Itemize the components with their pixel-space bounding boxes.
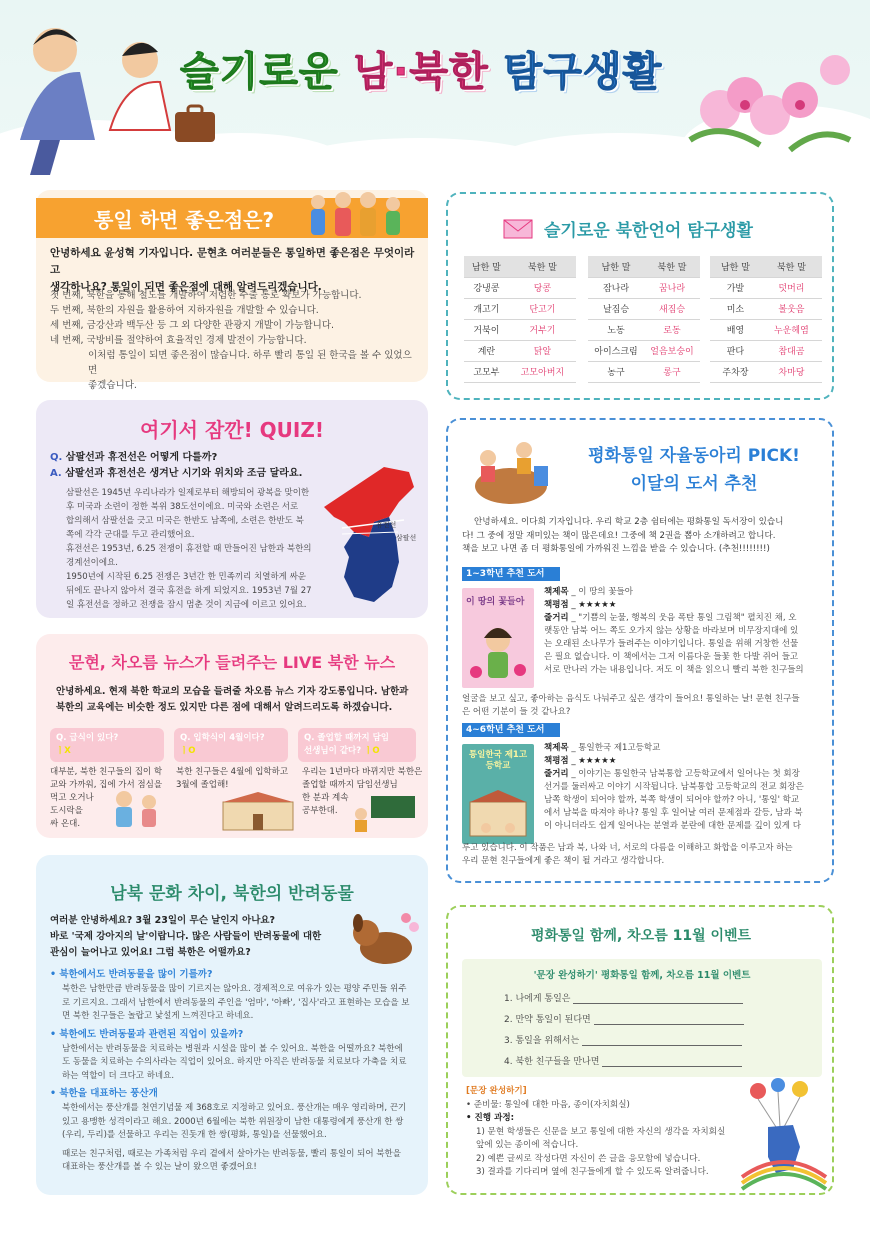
vocab-south: 미소 bbox=[710, 298, 761, 319]
event-answer-line[interactable] bbox=[602, 1057, 742, 1067]
news-card-question: Q. 입학식이 4월이다? bbox=[180, 733, 265, 743]
quiz-body-line: 일 휴전선을 정하고 전쟁을 잠시 멈춘 것이 지금에 이르고 있어요. bbox=[66, 600, 307, 610]
quiz-body-line: 합의해서 삼팔선을 긋고 미국은 한반도 남쪽에, 소련은 한반도 북 bbox=[66, 516, 304, 526]
event-step: 3) 결과를 기다리며 옆에 친구들에게 할 수 있도록 알려줍니다. bbox=[476, 1167, 709, 1177]
event-step: 2) 예쁜 글씨로 작성다면 자신이 쓴 글을 응모함에 넣습니다. bbox=[476, 1153, 701, 1164]
book-title: _ 통일한국 제1고등학교 bbox=[571, 743, 661, 753]
classroom-icon bbox=[351, 794, 421, 834]
girl-with-flowers-icon bbox=[468, 612, 528, 684]
vocab-north: 꿈나라 bbox=[644, 277, 700, 298]
vocab-north: 차마당 bbox=[761, 361, 822, 382]
pets-line: 북한에서는 풍산개를 천연기념물 제 368호로 지정하고 있어요. 풍산개는 매우 영리하며, 끈기 bbox=[62, 1103, 407, 1113]
book-plot-line: 랫동안 남북 어느 쪽도 오가지 않는 상황을 바라보며 비무장지대에 있 bbox=[544, 626, 799, 636]
club-intro-line: 안녕하세요. 이다희 기자입니다. 우리 학교 2층 쉼터에는 평화통일 독서장이 있습니 bbox=[474, 517, 784, 527]
pets-line: 남한에서는 반려동물을 치료하는 병원과 시설을 많이 볼 수 있어요. 북한을 어떨까요? 북한에 bbox=[62, 1043, 403, 1054]
book-cover-title: 통일한국 제1고등학교 bbox=[468, 750, 528, 771]
quiz-question: 삼팔선과 휴전선은 어떻게 다를까? bbox=[65, 452, 218, 463]
book-cover-2 bbox=[462, 744, 534, 844]
vocab-title: 슬기로운 북한언어 탐구생활 bbox=[544, 221, 753, 241]
news-intro-2: 북한의 교육에는 비슷한 정도 있지만 다른 점에 대해서 알려드리도록 하겠습니다. bbox=[56, 702, 393, 713]
book-plot-line: _ 이야기는 통일한국 남북통합 고등학교에서 일어나는 첫 회장 bbox=[571, 769, 800, 779]
news-desc-line: 교와 가까워, 집에 가서 점심을 bbox=[50, 780, 163, 790]
news-intro-1: 안녕하세요. 현재 북한 학교의 모습을 들려줄 차오름 뉴스 기자 강도롱입니다. 남한과 bbox=[56, 686, 409, 697]
unification-closing-2: 좋겠습니다. bbox=[88, 380, 137, 391]
news-title: 문현, 차오름 뉴스가 들려주는 LIVE 북한 뉴스 bbox=[68, 653, 396, 672]
vocab-header-south: 남한 말 bbox=[588, 256, 644, 277]
pets-intro-1: 여러분 안녕하세요? 3월 23일이 무슨 날인지 아나요? bbox=[50, 915, 276, 926]
unification-point: 네 번째, 국방비를 절약하여 효율적인 경제 발전이 가능합니다. bbox=[50, 335, 307, 346]
club-intro-line: 다! 그 중에 정말 재미있는 책이 많은데요! 그중에 책 2권을 뽑아 소개하려고 합니다. bbox=[462, 530, 776, 541]
vocab-north: 참대곰 bbox=[761, 340, 822, 361]
quiz-body-line: 쪽에 각각 군대를 두고 관리했어요. bbox=[66, 530, 195, 540]
news-desc-line: 먹고 오거나 bbox=[50, 793, 94, 803]
club-intro-line: 책을 보고 나면 좀 더 평화통일에 가까워진 느낌을 받을 수 있습니다. (추천!!!!!!!!) bbox=[462, 544, 770, 554]
news-desc-line: 공부한대. bbox=[302, 806, 338, 816]
pets-intro-3: 관심이 늘어나고 있어요! 그럼 북한은 어떨까요? bbox=[50, 947, 251, 958]
vocab-south: 배영 bbox=[710, 319, 761, 340]
news-card-answer: ㅣO bbox=[364, 746, 380, 756]
news-desc-line: 한 분과 계속 bbox=[302, 793, 349, 803]
book-plot-line: 서로 만나러 가는 내용입니다. 저도 이 책을 읽으니 빨리 북한 친구들의 bbox=[544, 665, 804, 675]
news-card-teacher bbox=[298, 728, 416, 762]
pets-line: 로 기르지요. 그래서 남한에서 반려동물의 주인을 '엄마', '아빠', '집사'라고 표현하는 모습을 보 bbox=[62, 997, 410, 1008]
book-grade-tag: 4~6학년 추천 도서 bbox=[462, 723, 560, 737]
news-desc-line: 3월에 졸업해! bbox=[176, 780, 229, 790]
event-panel bbox=[446, 905, 834, 1195]
event-prompt-row bbox=[504, 1054, 804, 1067]
pets-line: 도 동물을 치료하는 수의사라는 직업이 있어요. 하지만 아직은 반려동물 치료보다 가축을 치료 bbox=[62, 1057, 407, 1067]
unification-benefits-panel bbox=[36, 190, 428, 391]
pets-intro-2: 바로 '국제 강아지의 날'이랍니다. 많은 사람들이 반려동물에 대한 bbox=[50, 931, 322, 942]
unification-intro-2: 생각하나요? 통일이 되면 좋은점에 대해 알려드리겠습니다. bbox=[50, 281, 322, 293]
lunch-box-icon bbox=[104, 784, 164, 834]
envelope-icon bbox=[502, 216, 536, 240]
news-desc-line: 싸 온대. bbox=[50, 819, 81, 829]
event-prompt: 3. 통일을 위해서는 bbox=[504, 1036, 580, 1046]
club-title-2: 이달의 도서 추천 bbox=[630, 474, 758, 494]
pets-panel bbox=[36, 855, 428, 1195]
quiz-body-line: 1950년에 시작된 6.25 전쟁은 3년간 한 민족끼리 치열하게 싸운 bbox=[66, 572, 307, 582]
pets-line: 북한은 남한만큼 반려동물을 많이 기르지는 않아요. 경제적으로 여유가 있는 평양 주민들 위주 bbox=[62, 984, 407, 994]
pets-line: 하는 역할이 더 크다고 하네요. bbox=[62, 1070, 175, 1081]
vocab-header-south: 남한 말 bbox=[464, 256, 509, 277]
quiz-body-line: 경계선이에요. bbox=[66, 558, 118, 568]
vocab-south: 계란 bbox=[464, 340, 509, 361]
event-prompt-row bbox=[504, 1033, 804, 1046]
quiz-a-label: A. bbox=[50, 468, 62, 479]
quiz-body-line: 후 미국과 소련이 정한 북위 38도선이에요. 미국와 소련은 서로 bbox=[66, 502, 299, 512]
pets-closing-2: 대표하는 풍산개를 볼 수 있는 날이 왔으면 좋겠어요! bbox=[62, 1162, 257, 1172]
book-cover-title: 이 땅의 꽃들아 bbox=[466, 597, 525, 607]
page-title bbox=[180, 40, 740, 97]
quiz-title: 여기서 잠깐! QUIZ! bbox=[140, 418, 324, 442]
vocab-south: 가발 bbox=[710, 277, 761, 298]
pets-heading: • 북한에서도 반려동물을 많이 기를까? bbox=[50, 969, 213, 980]
news-card-question: Q. 졸업할 때까지 담임 bbox=[304, 733, 390, 743]
news-panel bbox=[36, 634, 428, 838]
event-answer-line[interactable] bbox=[582, 1036, 742, 1046]
vocab-north: 새짐승 bbox=[644, 298, 700, 319]
title-part-2: 남·북한 bbox=[353, 49, 489, 95]
vocab-north: 단고기 bbox=[509, 298, 576, 319]
quiz-answer-row bbox=[50, 466, 302, 482]
vocab-north: 고모아버지 bbox=[509, 361, 576, 382]
title-part-3: 탐구생활 bbox=[488, 49, 663, 95]
quiz-body-line: 삼팔선은 1945년 우리나라가 일제로부터 해방되어 광복을 맞이한 bbox=[66, 488, 310, 498]
vocab-south: 잠나라 bbox=[588, 277, 644, 298]
event-answer-line[interactable] bbox=[573, 994, 743, 1004]
vocab-panel bbox=[446, 192, 834, 400]
vocab-south: 강냉콩 bbox=[464, 277, 509, 298]
unification-point: 첫 번째, 북한을 통해 철도를 개발하여 저렴한 수출 통로 확보가 가능합니다. bbox=[50, 290, 362, 301]
book-plot-line: _ "기쁨의 눈물, 행복의 웃음 폭탄 통일 그림책" 펼치진 채, 오 bbox=[571, 613, 797, 623]
event-prompt-row bbox=[504, 991, 804, 1004]
vocab-table-1 bbox=[464, 256, 576, 383]
quiz-body-line: 휴전선은 1953년, 6.25 전쟁이 휴전할 때 만들어진 남한과 북한의 bbox=[66, 544, 312, 554]
news-card-answer: ㅣX bbox=[56, 746, 71, 756]
book-plot-line: 는 오래된 소나무가 들려주는 이야기입니다. 통일을 위해 거창한 선물 bbox=[544, 639, 799, 649]
event-prompt: 1. 나에게 통일은 bbox=[504, 994, 571, 1004]
vocab-table-3 bbox=[710, 256, 822, 383]
news-desc-line: 대부분, 북한 친구들의 집이 학 bbox=[50, 767, 163, 777]
book-plot-line: 은 어떤 기분이 들 것 같나요? bbox=[462, 707, 571, 717]
vocab-header-north: 북한 말 bbox=[509, 256, 576, 277]
event-step: 1) 문현 학생들은 신문을 보고 통일에 대한 자신의 생각을 자치회실 bbox=[476, 1126, 726, 1137]
book-rating: _ ★★★★★ bbox=[571, 600, 617, 610]
book-rating-label: 책평점 bbox=[544, 756, 569, 766]
vocab-south: 날짐승 bbox=[588, 298, 644, 319]
book-plot-label: 줄거리 bbox=[544, 613, 569, 623]
book-grade-tag: 1~3학년 추천 도서 bbox=[462, 567, 560, 581]
vocab-north: 볼웃음 bbox=[761, 298, 822, 319]
header bbox=[0, 0, 870, 185]
news-card-question-2: 선생님이 같다? bbox=[304, 746, 362, 756]
quiz-answer: 삼팔선과 휴전선은 생겨난 시기와 위치와 조금 달라요. bbox=[65, 468, 303, 479]
dog-icon bbox=[346, 903, 422, 971]
book-plot-line: 얼굴을 보고 싶고, 좋아하는 음식도 나눠주고 싶은 생각이 들어요! 통일하는 날! 문현 친구들 bbox=[462, 694, 800, 704]
unification-closing-1: 이처럼 통일이 되면 좋은점이 많습니다. 하루 빨리 통일 된 한국을 볼 수 있었으면 bbox=[88, 350, 412, 376]
map-label-armistice: 휴전선 bbox=[376, 521, 397, 529]
event-box-title: '문장 완성하기' 평화통일 함께, 차오름 11월 이벤트 bbox=[533, 970, 751, 981]
vocab-south: 개고기 bbox=[464, 298, 509, 319]
event-answer-line[interactable] bbox=[594, 1015, 744, 1025]
pets-line: (우리, 두리)를 선물하고 우리는 진돗개 한 쌍(평화, 통일)을 선물했어요. bbox=[62, 1130, 327, 1140]
event-form-box bbox=[462, 959, 822, 1077]
vocab-north: 당콩 bbox=[509, 277, 576, 298]
news-card-answer: ㅣO bbox=[180, 746, 196, 756]
book-plot-line: 루고 있습니다. 이 작품은 남과 북, 나와 너, 서로의 다름을 이해하고 화합을 이루고자 하는 bbox=[462, 843, 793, 853]
book-rating: _ ★★★★★ bbox=[571, 756, 617, 766]
event-howto-title: [문장 완성하기] bbox=[466, 1086, 527, 1096]
vocab-south: 고모부 bbox=[464, 361, 509, 382]
news-desc-line: 우리는 1년마다 바뀌지만 북한은 bbox=[302, 767, 423, 777]
vocab-south: 농구 bbox=[588, 361, 644, 382]
unification-intro-1: 안녕하세요 윤성혁 기자입니다. 문현초 여러분들은 통일하면 좋은점은 무엇이라고 bbox=[50, 247, 415, 276]
vocab-header-north: 북한 말 bbox=[644, 256, 700, 277]
news-card-entrance bbox=[174, 728, 288, 762]
news-desc-line: 북한 친구들은 4월에 입학하고 bbox=[176, 767, 289, 777]
pets-line: 있고 용맹한 성격이라고 해요. 2000년 6월에는 북한 위원장이 남한 대통령에게 풍산개 한 쌍 bbox=[62, 1116, 404, 1127]
pets-title: 남북 문화 차이, 북한의 반려동물 bbox=[110, 884, 354, 904]
vocab-table-2 bbox=[588, 256, 700, 383]
vocab-north: 덧머리 bbox=[761, 277, 822, 298]
school-building-icon bbox=[218, 792, 298, 832]
book-rating-label: 책평점 bbox=[544, 600, 569, 610]
title-part-1: 슬기로운 bbox=[180, 49, 354, 95]
vocab-south: 주차장 bbox=[710, 361, 761, 382]
vocab-south: 판다 bbox=[710, 340, 761, 361]
vocab-north: 롱구 bbox=[644, 361, 700, 382]
book-plot-line: 선거를 둘러싸고 이야기 시작됩니다. 남북통합 고등학교의 전교 회장은 bbox=[544, 782, 804, 792]
news-desc-line: 졸업할 때까지 담임선생님 bbox=[302, 780, 398, 790]
event-prompt-row bbox=[504, 1012, 804, 1025]
event-process-title: • 진행 과정: bbox=[466, 1113, 515, 1123]
map-label-38: 삼팔선 bbox=[396, 534, 417, 542]
vocab-south: 노동 bbox=[588, 319, 644, 340]
unification-point: 두 번째, 북한의 자원을 활용하여 지하자원을 개발할 수 있습니다. bbox=[50, 305, 319, 316]
quiz-question-row bbox=[50, 450, 302, 466]
book-plot-line: 이 아니더라도 쉽게 일어나는 분열과 분란에 대한 문제를 깊이 있게 다 bbox=[544, 821, 801, 831]
vocab-north: 닭알 bbox=[509, 340, 576, 361]
reading-kids-icon bbox=[466, 436, 552, 512]
family-icon bbox=[298, 190, 418, 240]
book-plot-line: 우리 문현 친구들에게 좋은 책이 될 거라고 생각합니다. bbox=[462, 856, 665, 866]
event-title: 평화통일 함께, 차오름 11월 이벤트 bbox=[530, 928, 752, 944]
quiz-body-line: 뒤에도 끝나지 않아서 결국 휴전을 하게 되었지요. 1953년 7월 27 bbox=[66, 586, 312, 596]
pets-heading: • 북한을 대표하는 풍산개 bbox=[50, 1088, 158, 1099]
event-step: 앞에 있는 종이에 적습니다. bbox=[476, 1140, 579, 1150]
book-title-label: 책제목 bbox=[544, 743, 569, 753]
unification-title: 통일 하면 좋은점은? bbox=[94, 208, 275, 232]
news-desc-line: 도시락을 bbox=[50, 806, 83, 816]
book-plot-line: 은 필요 없습니다. 이 책에서는 그저 이름다운 들꽃 한 다발 쥐어 들고 bbox=[544, 652, 799, 662]
news-card-question: Q. 급식이 있다? bbox=[56, 733, 119, 743]
quiz-panel bbox=[36, 400, 428, 618]
vocab-south: 거북이 bbox=[464, 319, 509, 340]
vocab-header-south: 남한 말 bbox=[710, 256, 761, 277]
korea-rainbow-icon bbox=[738, 1077, 830, 1189]
book-cover-1 bbox=[462, 588, 534, 688]
book-title: _ 이 땅의 꽃들아 bbox=[571, 587, 633, 597]
unification-point: 세 번째, 금강산과 백두산 등 그 외 다양한 관광지 개발이 가능합니다. bbox=[50, 320, 335, 331]
pets-line: 면 북한 친구들은 놀랍고 낯설게 느껴진다고 하네요. bbox=[62, 1011, 254, 1021]
vocab-north: 누운헤염 bbox=[761, 319, 822, 340]
vocab-north: 로동 bbox=[644, 319, 700, 340]
school-students-icon bbox=[466, 784, 530, 842]
book-title-label: 책제목 bbox=[544, 587, 569, 597]
event-prep: • 준비물: 통일에 대한 마음, 종이(자치회실) bbox=[466, 1099, 630, 1110]
book-plot-line: 에서 남북을 따져야 하나? 통일 후 일어날 여러 문제점과 갈등, 남과 북 bbox=[544, 808, 803, 818]
news-card-lunch bbox=[50, 728, 164, 762]
club-title-1: 평화통일 자율동아리 PICK! bbox=[588, 446, 800, 466]
pets-heading: • 북한에도 반려동물과 관련된 직업이 있을까? bbox=[50, 1028, 244, 1040]
event-prompt: 4. 북한 친구들을 만나면 bbox=[504, 1057, 600, 1067]
book-plot-line: 남쪽 학생이 되어야 할까, 북쪽 학생이 되어야 할까? 아니, '통일' 학교 bbox=[544, 795, 800, 805]
vocab-header-north: 북한 말 bbox=[761, 256, 822, 277]
quiz-q-label: Q. bbox=[50, 452, 63, 463]
book-club-panel bbox=[446, 418, 834, 883]
vocab-north: 얼음보숭이 bbox=[644, 340, 700, 361]
event-prompt: 2. 만약 통일이 된다면 bbox=[504, 1015, 591, 1025]
vocab-south: 아이스크림 bbox=[588, 340, 644, 361]
vocab-north: 거부기 bbox=[509, 319, 576, 340]
pets-closing-1: 때로는 친구처럼, 때로는 가족처럼 우리 곁에서 살아가는 반려동물, 빨리 통일이 되어 북한을 bbox=[62, 1148, 401, 1159]
book-plot-label: 줄거리 bbox=[544, 769, 569, 779]
